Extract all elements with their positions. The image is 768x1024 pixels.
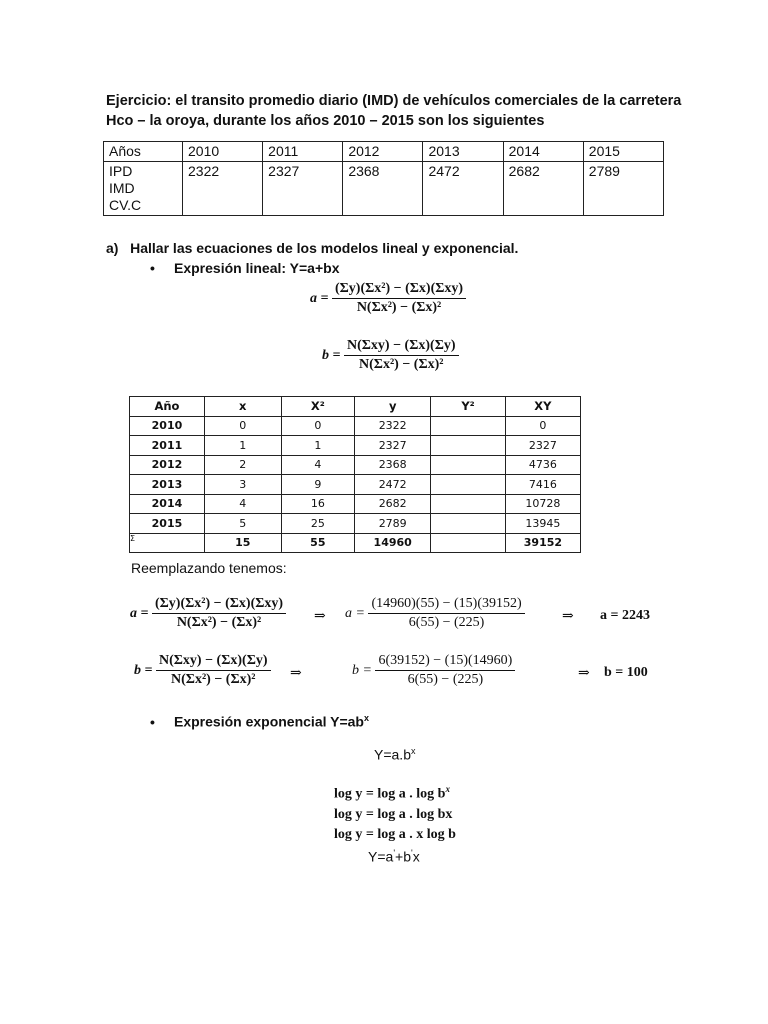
cell-x: 1 (204, 436, 281, 456)
exercise-title (106, 91, 706, 131)
traffic-table-value-row (104, 162, 664, 216)
sub-a-lhs2: a = (345, 605, 365, 621)
formula-b-numerator: N(Σxy) − (Σx)(Σy) (344, 338, 459, 356)
total-x2: 55 (281, 533, 355, 553)
sub-a-denominator-values: 6(55) − (225) (408, 615, 485, 630)
cell-year: 2014 (130, 494, 205, 514)
cell-xy: 7416 (505, 475, 580, 495)
cell-x2: 0 (281, 416, 355, 436)
table-row (130, 455, 581, 475)
cell-y: 2322 (355, 416, 431, 436)
bullet-exp-label: Expresión exponencial Y=ab (174, 713, 364, 730)
cell-year: 2013 (130, 475, 205, 495)
cell-x: 0 (204, 416, 281, 436)
section-heading-text: Hallar las ecuaciones de los modelos lineal y exponencial. (130, 240, 519, 256)
cell-x2: 25 (281, 514, 355, 534)
traffic-table-header-row (104, 142, 664, 162)
cell-x: 5 (204, 514, 281, 534)
cell-xy: 10728 (505, 494, 580, 514)
year-cell: 2011 (263, 142, 343, 162)
section-a-heading (106, 240, 518, 256)
traffic-table (103, 141, 664, 216)
sub-a-fraction-values (368, 596, 524, 631)
sub-b-numerator: N(Σxy) − (Σx)(Σy) (156, 653, 271, 671)
table-row (130, 514, 581, 534)
final-eq-part1: Y=a (368, 848, 394, 865)
formula-b-lhs: b = (322, 347, 341, 363)
sub-b-lhs2: b = (352, 662, 372, 678)
row-labels-cell (104, 162, 183, 216)
sub-b-numerator-values: 6(39152) − (15)(14960) (375, 653, 515, 671)
final-eq-prime2: ' (411, 848, 413, 858)
section-marker: a) (106, 240, 119, 256)
year-cell: 2015 (583, 142, 663, 162)
formula-a-numerator: (Σy)(Σx²) − (Σx)(Σxy) (332, 281, 466, 299)
cell-x2: 9 (281, 475, 355, 495)
formula-b (322, 338, 459, 373)
sub-b-lhs: b = (134, 662, 153, 678)
final-eq-part3: x (412, 848, 420, 865)
cell-year: 2012 (130, 455, 205, 475)
col-header-x2: X² (281, 397, 355, 417)
cell-y: 2368 (355, 455, 431, 475)
formula-b-denominator: N(Σx²) − (Σx)² (359, 357, 444, 372)
regression-header-row (130, 397, 581, 417)
title-line-1: Ejercicio: el transito promedio diario (IMD) de vehículos comerciales de la carretera (106, 93, 682, 109)
row-label-ipd: IPD (109, 163, 133, 179)
sub-b-denominator-values: 6(55) − (225) (407, 672, 484, 687)
cell-year: 2010 (130, 416, 205, 436)
cell-y: 2327 (355, 436, 431, 456)
sub-a-denominator: N(Σx²) − (Σx)² (176, 615, 262, 630)
exp-eq-sup: x (410, 746, 416, 756)
year-cell: 2010 (183, 142, 263, 162)
sub-a-numerator-values: (14960)(55) − (15)(39152) (368, 596, 524, 614)
col-header-y: y (355, 397, 431, 417)
cell-y: 2472 (355, 475, 431, 495)
substitution-a (130, 596, 670, 638)
value-cell: 2368 (343, 162, 423, 216)
cell-y2 (431, 475, 506, 495)
implies-arrow: ⇒ (314, 609, 326, 624)
final-eq-prime1: ' (393, 848, 396, 858)
formula-a-denominator: N(Σx²) − (Σx)² (356, 300, 442, 315)
cell-y2 (431, 416, 506, 436)
cell-year: 2011 (130, 436, 205, 456)
cell-y2 (431, 514, 506, 534)
log-line-1-sup: x (445, 784, 450, 794)
sub-b-fraction (156, 653, 271, 688)
cell-y2 (431, 455, 506, 475)
cell-x: 4 (204, 494, 281, 514)
final-equation (368, 848, 420, 865)
cell-xy: 13945 (505, 514, 580, 534)
formula-b-fraction (344, 338, 459, 373)
table-row (130, 475, 581, 495)
formula-a-fraction (332, 281, 466, 316)
cell-year: 2015 (130, 514, 205, 534)
year-cell: 2013 (423, 142, 503, 162)
totals-row (130, 533, 581, 553)
totals-sigma: Σ (130, 533, 205, 553)
cell-x2: 1 (281, 436, 355, 456)
cell-x2: 16 (281, 494, 355, 514)
bullet-linear-label: Expresión lineal: Y=a+bx (174, 260, 340, 276)
table-row (130, 436, 581, 456)
sub-b-fraction-values (375, 653, 515, 688)
value-cell: 2682 (503, 162, 583, 216)
log-line-1 (334, 779, 456, 805)
total-y2 (431, 533, 506, 553)
bullet-exponential: • Expresión exponencial $Y=ab^x$ (150, 713, 369, 730)
replacing-text: Reemplazando tenemos: (131, 560, 287, 576)
sub-a-lhs: a = (130, 605, 149, 621)
value-cell: 2327 (263, 162, 343, 216)
log-line-1-text: log y = log a . log b (334, 786, 446, 802)
col-header-xy: XY (505, 397, 580, 417)
bullet-linear: • Expresión lineal: Y=a+bx (150, 260, 340, 276)
value-cell: 2472 (423, 162, 503, 216)
value-cell: 2322 (183, 162, 263, 216)
substitution-b (134, 653, 674, 695)
cell-x2: 4 (281, 455, 355, 475)
log-line-3: log y = log a . x log b (334, 826, 456, 842)
formula-a-lhs: a = (310, 290, 329, 306)
years-header: Años (104, 142, 183, 162)
year-cell: 2014 (503, 142, 583, 162)
value-cell: 2789 (583, 162, 663, 216)
regression-table (129, 396, 581, 553)
bullet-exp-sup: x (363, 713, 369, 723)
cell-x: 3 (204, 475, 281, 495)
row-label-imd: IMD (109, 180, 135, 196)
log-derivation (334, 779, 456, 845)
title-line-2: Hco – la oroya, durante los años 2010 – 2015 son los siguientes (106, 113, 545, 129)
result-a: a = 2243 (600, 608, 650, 623)
total-xy: 39152 (505, 533, 580, 553)
cell-x: 2 (204, 455, 281, 475)
col-header-x: x (204, 397, 281, 417)
sub-b-denominator: N(Σx²) − (Σx)² (171, 672, 256, 687)
row-label-cvc: CV.C (109, 197, 142, 213)
sub-a-fraction (152, 596, 286, 631)
implies-arrow: ⇒ (578, 666, 590, 681)
implies-arrow: ⇒ (562, 609, 574, 624)
cell-y2 (431, 494, 506, 514)
cell-y: 2682 (355, 494, 431, 514)
col-header-y2: Y² (431, 397, 506, 417)
cell-xy: 0 (505, 416, 580, 436)
cell-xy: 4736 (505, 455, 580, 475)
col-header-year: Año (130, 397, 205, 417)
total-x: 15 (204, 533, 281, 553)
exp-equation (374, 746, 415, 763)
cell-xy: 2327 (505, 436, 580, 456)
exp-eq-base: Y=a.b (374, 746, 411, 763)
cell-y: 2789 (355, 514, 431, 534)
table-row (130, 416, 581, 436)
implies-arrow: ⇒ (290, 666, 302, 681)
total-y: 14960 (355, 533, 431, 553)
sub-a-numerator: (Σy)(Σx²) − (Σx)(Σxy) (152, 596, 286, 614)
year-cell: 2012 (343, 142, 423, 162)
result-b: b = 100 (604, 665, 648, 680)
final-eq-part2: +b (395, 848, 411, 865)
table-row (130, 494, 581, 514)
cell-y2 (431, 436, 506, 456)
formula-a (310, 281, 466, 316)
log-line-2: log y = log a . log bx (334, 806, 453, 822)
